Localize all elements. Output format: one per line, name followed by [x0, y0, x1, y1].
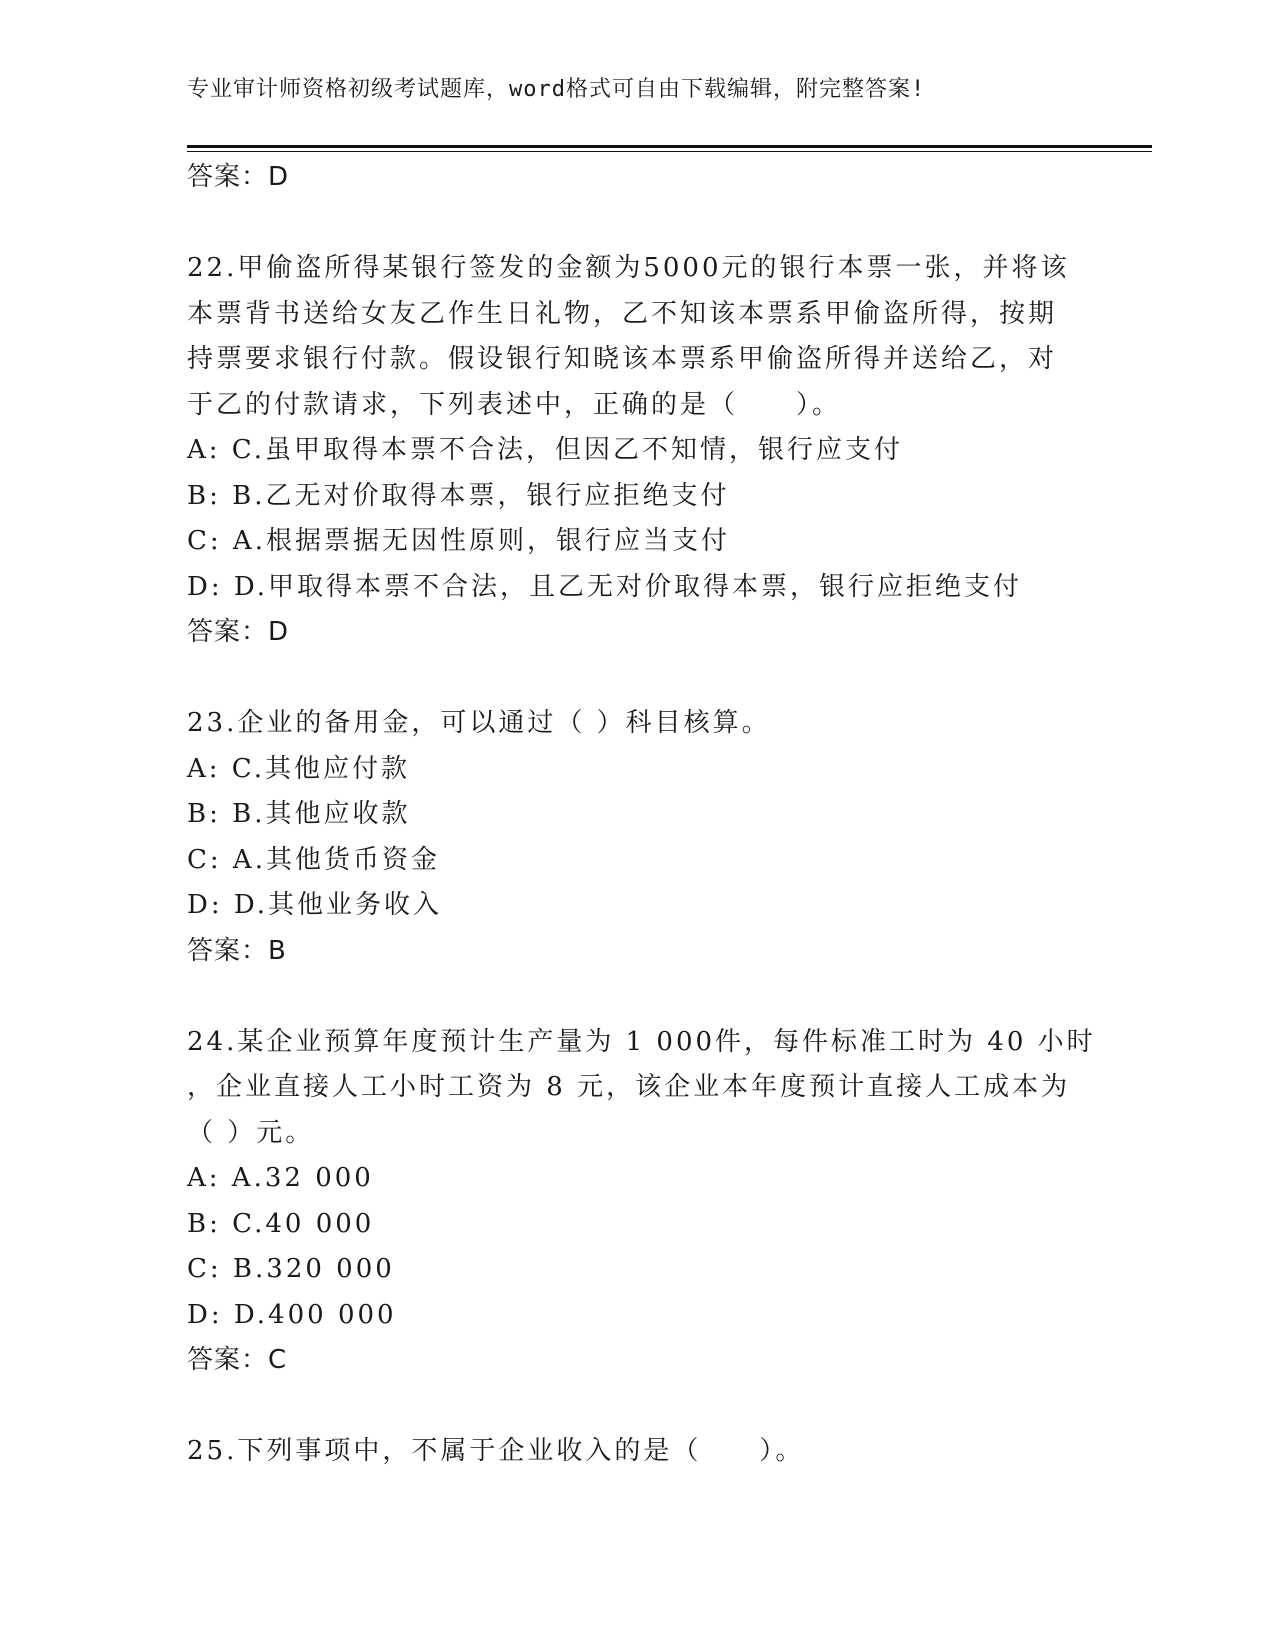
- question-text-line: （ ）元。: [187, 1117, 315, 1148]
- answer-line: 答案：B: [187, 935, 287, 966]
- spacer: [187, 974, 1087, 1020]
- option-line: A: C.虽甲取得本票不合法，但因乙不知情，银行应支付: [187, 435, 904, 465]
- question-text-line: 25.下列事项中，不属于企业收入的是（ ）。: [187, 1436, 805, 1466]
- question-text-line: 22.甲偷盗所得某银行签发的金额为5000元的银行本票一张，并将该: [187, 253, 1070, 283]
- option-line: B: B.乙无对价取得本票，银行应拒绝支付: [187, 480, 730, 511]
- option-line: D: D.400 000: [187, 1299, 397, 1330]
- question-text-line: 本票背书送给女友乙作生日礼物，乙不知该本票系甲偷盗所得，按期: [187, 298, 1058, 329]
- page-header: 专业审计师资格初级考试题库，word格式可自由下载编辑，附完整答案!: [187, 77, 926, 102]
- option-line: D: D.甲取得本票不合法，且乙无对价取得本票，银行应拒绝支付: [187, 571, 1023, 602]
- question-text-line: 于乙的付款请求，下列表述中，正确的是（ ）。: [187, 389, 842, 420]
- answer-line: 答案：D: [187, 617, 290, 647]
- header-rule-thick: [187, 145, 1152, 148]
- question-text-line: ，企业直接人工小时工资为 8 元，该企业本年度预计直接人工成本为: [187, 1072, 1071, 1102]
- answer-line: 答案：D: [187, 162, 290, 192]
- question-text-line: 24.某企业预算年度预计生产量为 1 000件，每件标准工时为 40 小时: [187, 1026, 1096, 1057]
- spacer: [187, 201, 1087, 247]
- spacer: [187, 656, 1087, 702]
- question-text-line: 持票要求银行付款。假设银行知晓该本票系甲偷盗所得并送给乙，对: [187, 344, 1058, 374]
- option-line: C: B.320 000: [187, 1254, 395, 1284]
- question-content: [187, 155, 1096, 1475]
- question-text-line: 23.企业的备用金，可以通过（ ）科目核算。: [187, 708, 771, 738]
- header-rule-thin: [187, 151, 1152, 152]
- option-line: C: A.其他货币资金: [187, 844, 440, 875]
- spacer: [187, 1384, 1087, 1430]
- option-line: A: A.32 000: [187, 1163, 374, 1193]
- option-line: B: C.40 000: [187, 1208, 375, 1239]
- answer-line: 答案：C: [187, 1345, 288, 1375]
- option-line: D: D.其他业务收入: [187, 890, 443, 920]
- option-line: C: A.根据票据无因性原则，银行应当支付: [187, 526, 730, 556]
- option-line: B: B.其他应收款: [187, 799, 411, 829]
- option-line: A: C.其他应付款: [187, 753, 411, 784]
